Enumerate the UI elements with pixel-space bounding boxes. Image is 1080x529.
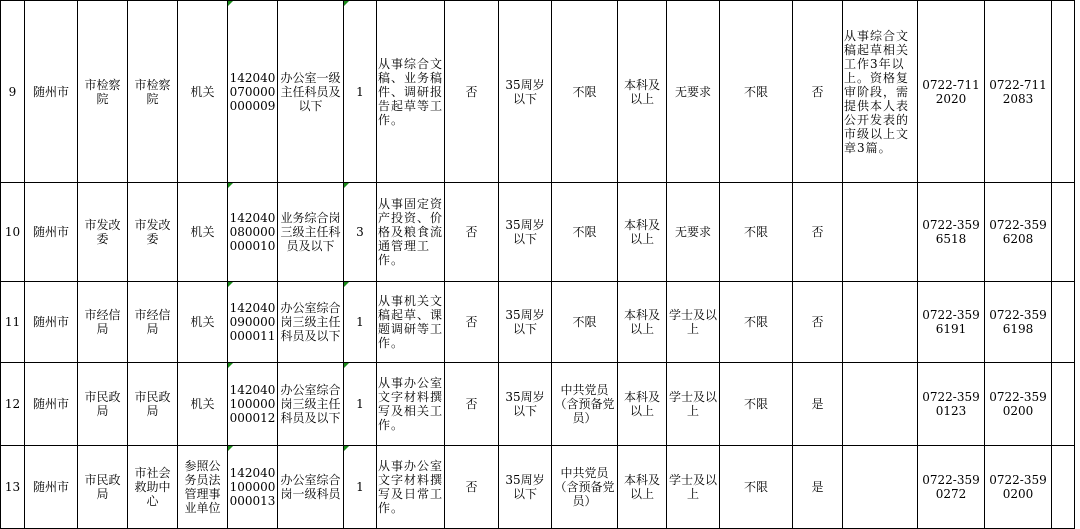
education-cell: 本科及以上 (618, 183, 667, 282)
major-cell: 不限 (720, 183, 793, 282)
age-cell: 35周岁以下 (499, 183, 552, 282)
phone-cell-2: 0722-3596208 (985, 183, 1052, 282)
major-cell: 不限 (720, 282, 793, 363)
party-cell: 否 (445, 363, 499, 446)
other-cell: 否 (793, 1, 843, 183)
row-number: 9 (1, 1, 25, 183)
degree-cell: 学士及以上 (667, 282, 720, 363)
position-name-cell: 办公室综合岗一级科员 (278, 446, 344, 529)
degree-cell: 无要求 (667, 183, 720, 282)
department-cell: 市经信局 (78, 282, 128, 363)
major-cell: 不限 (720, 446, 793, 529)
row-number: 10 (1, 183, 25, 282)
politics-cell: 不限 (552, 1, 618, 183)
unit-cell: 市经信局 (128, 282, 178, 363)
table-row (1, 282, 1075, 363)
recruit-count-cell: 3 (344, 183, 377, 282)
recruit-count-cell: 1 (344, 282, 377, 363)
city-cell: 随州市 (25, 446, 78, 529)
nature-cell: 参照公务员法管理事业单位 (178, 446, 228, 529)
position-name-cell: 办公室综合岗三级主任科员及以下 (278, 363, 344, 446)
politics-cell: 不限 (552, 282, 618, 363)
nature-cell: 机关 (178, 282, 228, 363)
blank-cell (1052, 282, 1075, 363)
position-name-cell: 办公室一级主任科员及以下 (278, 1, 344, 183)
unit-cell: 市社会救助中心 (128, 446, 178, 529)
phone-cell-1: 0722-3590123 (918, 363, 985, 446)
politics-cell: 中共党员（含预备党员） (552, 363, 618, 446)
row-number: 11 (1, 282, 25, 363)
age-cell: 35周岁以下 (499, 282, 552, 363)
table-row (1, 1, 1075, 183)
party-cell: 否 (445, 1, 499, 183)
age-cell: 35周岁以下 (499, 446, 552, 529)
position-name-cell: 办公室综合岗三级主任科员及以下 (278, 282, 344, 363)
major-cell: 不限 (720, 1, 793, 183)
extra-requirement-cell: 从事综合文稿起草相关工作3年以上。资格复审阶段，需提供本人表公开发表的市级以上文章3篇。 (843, 1, 918, 183)
other-cell: 是 (793, 446, 843, 529)
duties-cell: 从事综合文稿、业务稿件、调研报告起草等工作。 (377, 1, 445, 183)
phone-cell-2: 0722-3590200 (985, 446, 1052, 529)
city-cell: 随州市 (25, 363, 78, 446)
position-code-cell: 142040100000000012 (228, 363, 278, 446)
other-cell: 否 (793, 183, 843, 282)
party-cell: 否 (445, 282, 499, 363)
duties-cell: 从事办公室文字材料撰写及日常工作。 (377, 446, 445, 529)
other-cell: 否 (793, 282, 843, 363)
position-code-cell: 142040080000000010 (228, 183, 278, 282)
department-cell: 市发改委 (78, 183, 128, 282)
recruit-count-cell: 1 (344, 363, 377, 446)
phone-cell-2: 0722-3590200 (985, 363, 1052, 446)
department-cell: 市民政局 (78, 446, 128, 529)
nature-cell: 机关 (178, 183, 228, 282)
education-cell: 本科及以上 (618, 282, 667, 363)
education-cell: 本科及以上 (618, 363, 667, 446)
party-cell: 否 (445, 183, 499, 282)
phone-cell-2: 0722-7112083 (985, 1, 1052, 183)
party-cell: 否 (445, 446, 499, 529)
recruit-count-cell: 1 (344, 446, 377, 529)
extra-requirement-cell (843, 282, 918, 363)
age-cell: 35周岁以下 (499, 363, 552, 446)
department-cell: 市民政局 (78, 363, 128, 446)
phone-cell-1: 0722-7112020 (918, 1, 985, 183)
position-code-cell: 142040100000000013 (228, 446, 278, 529)
table-row (1, 446, 1075, 529)
politics-cell: 中共党员（含预备党员） (552, 446, 618, 529)
blank-cell (1052, 446, 1075, 529)
degree-cell: 无要求 (667, 1, 720, 183)
phone-cell-1: 0722-3596518 (918, 183, 985, 282)
unit-cell: 市检察院 (128, 1, 178, 183)
extra-requirement-cell (843, 446, 918, 529)
extra-requirement-cell (843, 183, 918, 282)
table-row (1, 363, 1075, 446)
recruit-count-cell: 1 (344, 1, 377, 183)
extra-requirement-cell (843, 363, 918, 446)
degree-cell: 学士及以上 (667, 446, 720, 529)
duties-cell: 从事机关文稿起草、课题调研等工作。 (377, 282, 445, 363)
blank-cell (1052, 363, 1075, 446)
phone-cell-1: 0722-3590272 (918, 446, 985, 529)
education-cell: 本科及以上 (618, 1, 667, 183)
other-cell: 是 (793, 363, 843, 446)
position-name-cell: 业务综合岗三级主任科员及以下 (278, 183, 344, 282)
age-cell: 35周岁以下 (499, 1, 552, 183)
city-cell: 随州市 (25, 183, 78, 282)
major-cell: 不限 (720, 363, 793, 446)
table-row (1, 183, 1075, 282)
unit-cell: 市发改委 (128, 183, 178, 282)
position-code-cell: 142040070000000009 (228, 1, 278, 183)
phone-cell-1: 0722-3596191 (918, 282, 985, 363)
blank-cell (1052, 1, 1075, 183)
nature-cell: 机关 (178, 1, 228, 183)
phone-cell-2: 0722-3596198 (985, 282, 1052, 363)
duties-cell: 从事固定资产投资、价格及粮食流通管理工作。 (377, 183, 445, 282)
position-code-cell: 142040090000000011 (228, 282, 278, 363)
row-number: 13 (1, 446, 25, 529)
education-cell: 本科及以上 (618, 446, 667, 529)
row-number: 12 (1, 363, 25, 446)
city-cell: 随州市 (25, 1, 78, 183)
degree-cell: 学士及以上 (667, 363, 720, 446)
department-cell: 市检察院 (78, 1, 128, 183)
blank-cell (1052, 183, 1075, 282)
nature-cell: 机关 (178, 363, 228, 446)
city-cell: 随州市 (25, 282, 78, 363)
unit-cell: 市民政局 (128, 363, 178, 446)
politics-cell: 不限 (552, 183, 618, 282)
duties-cell: 从事办公室文字材料撰写及相关工作。 (377, 363, 445, 446)
